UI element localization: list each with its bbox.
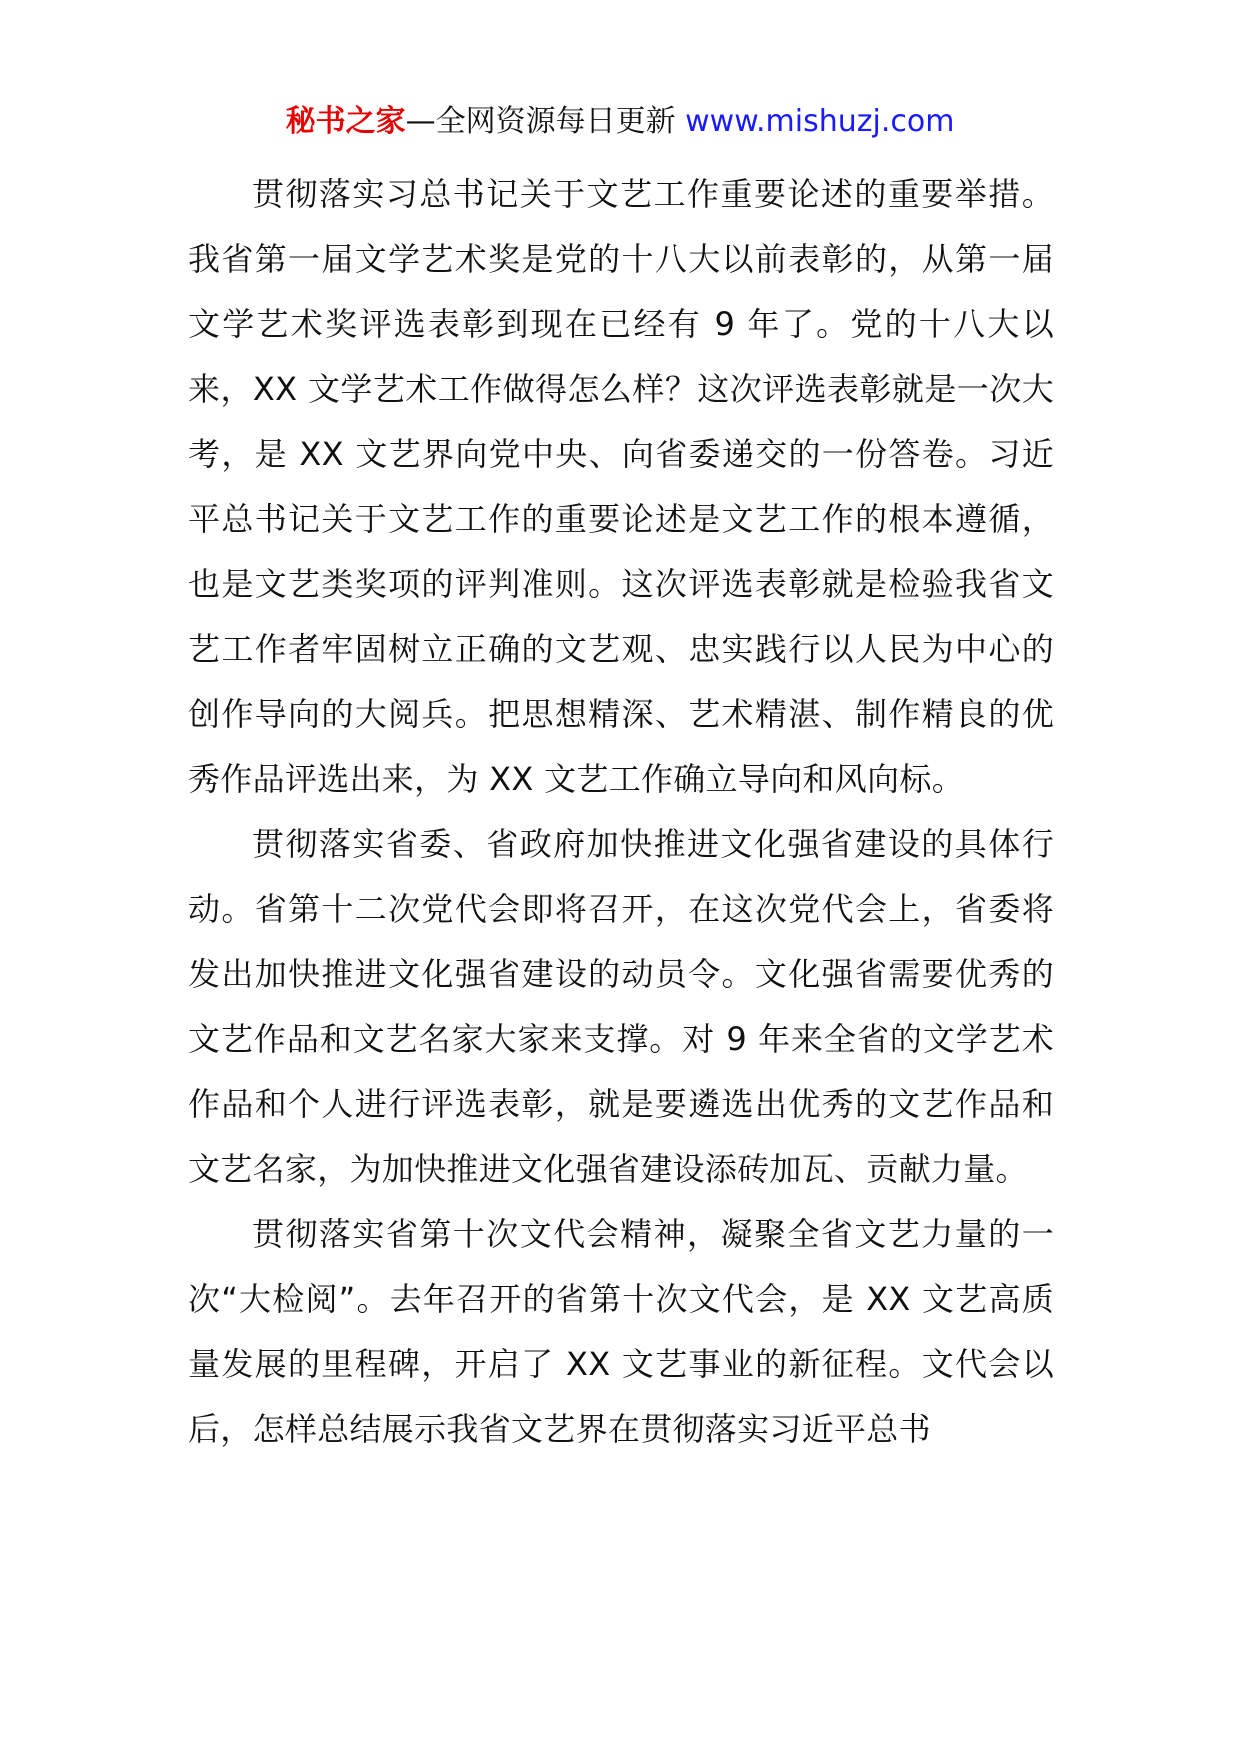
site-brand: 秘书之家 [285, 104, 406, 139]
site-slogan: —全网资源每日更新 [405, 104, 676, 139]
paragraph-3: 贯彻落实省第十次文代会精神，凝聚全省文艺力量的一次“大检阅”。去年召开的省第十次文代会，是 XX 文艺高质量发展的里程碑，开启了 XX 文艺事业的新征程。文代会以后，怎样总结展示我省文艺界在贯彻落实习近平总书 [188, 1215, 1054, 1448]
page-header [0, 100, 1240, 144]
site-url-link[interactable]: www.mishuzj.com [685, 104, 955, 139]
paragraph-1: 贯彻落实习总书记关于文艺工作重要论述的重要举措。我省第一届文学艺术奖是党的十八大以前表彰的，从第一届文学艺术奖评选表彰到现在已经有 9 年了。党的十八大以来，XX 文学艺术工作做得怎么样？这次评选表彰就是一次大考，是 XX 文艺界向党中央、向省委递交的一份答卷。习近平总书记关于文艺工作的重要论述是文艺工作的根本遵循，也是文艺类奖项的评判准则。这次评选表彰就是检验我省文艺工作者牢固树立正确的文艺观、忠实践行以人民为中心的创作导向的大阅兵。把思想精深、艺术精湛、制作精良的优秀作品评选出来，为 XX 文艺工作确立导向和风向标。 [188, 175, 1054, 798]
paragraph-2: 贯彻落实省委、省政府加快推进文化强省建设的具体行动。省第十二次党代会即将召开，在这次党代会上，省委将发出加快推进文化强省建设的动员令。文化强省需要优秀的文艺作品和文艺名家大家来支撑。对 9 年来全省的文学艺术作品和个人进行评选表彰，就是要遴选出优秀的文艺作品和文艺名家，为加快推进文化强省建设添砖加瓦、贡献力量。 [188, 825, 1054, 1188]
document-body [188, 162, 1054, 1462]
